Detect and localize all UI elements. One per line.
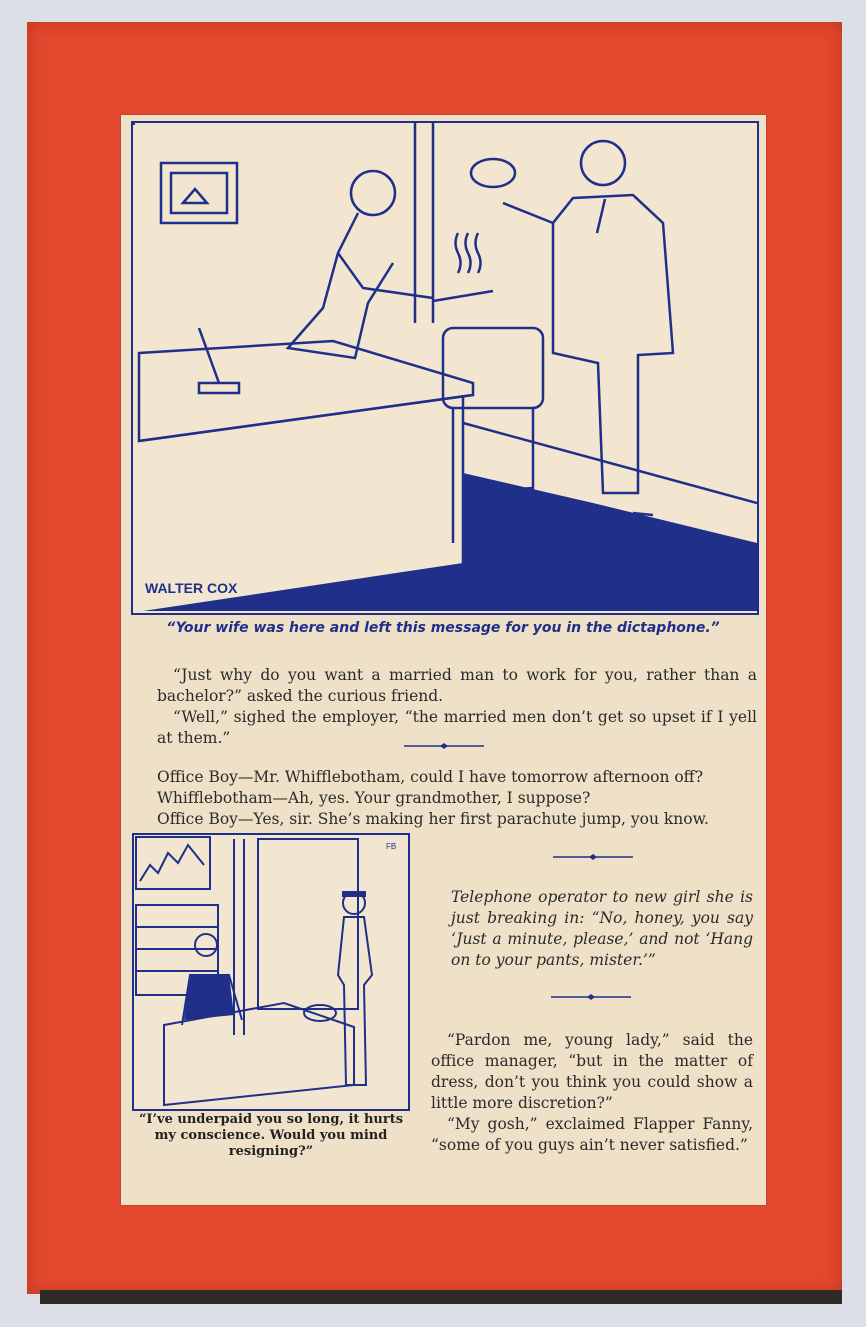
joke-paragraph: “My gosh,” exclaimed Flapper Fanny, “some of you guys ain’t never satisfied.” — [431, 1115, 753, 1154]
office-dictaphone-illustration — [133, 123, 757, 613]
joke-paragraph: “Well,” sighed the employer, “the married men don’t get so upset if I yell at them.” — [157, 708, 757, 747]
bottom-cartoon-panel — [132, 833, 410, 1111]
joke-line: Whifflebotham—Ah, yes. Your grandmother, I suppose? — [157, 789, 591, 807]
ornamental-divider — [553, 853, 633, 861]
cover-edge — [40, 1290, 842, 1304]
joke-line: Office Boy—Yes, sir. She’s making her first parachute jump, you know. — [157, 810, 709, 828]
joke-paragraph: “Just why do you want a married man to work for you, rather than a bachelor?” asked the curious friend. — [157, 666, 757, 705]
top-cartoon-panel — [131, 121, 759, 615]
joke-line: Office Boy—Mr. Whifflebotham, could I have tomorrow afternoon off? — [157, 768, 704, 786]
joke-flapper-fanny — [431, 1030, 753, 1156]
pasted-page — [121, 115, 766, 1205]
joke-paragraph: “Pardon me, young lady,” said the office manager, “but in the matter of dress, don’t you think you could show a little more discretion?” — [431, 1031, 753, 1112]
top-cartoon-caption: “Your wife was here and left this message for you in the dictaphone.” — [166, 620, 720, 636]
joke-office-boy — [157, 767, 757, 830]
artist-initials: FB — [386, 842, 397, 851]
joke-telephone-operator: Telephone operator to new girl she is just breaking in: “No, honey, you say ‘Just a minute, please,’ and not ‘Hang on to your pants, mister.’” — [451, 888, 753, 969]
joke-married-man — [157, 665, 757, 749]
artist-signature: WALTER COX — [145, 580, 238, 596]
boss-and-clerk-illustration — [134, 835, 408, 1109]
ornamental-divider — [551, 993, 631, 1001]
bottom-cartoon-caption: “I’ve underpaid you so long, it hurts my conscience. Would you mind resigning?” — [138, 1112, 404, 1159]
ornamental-divider — [404, 742, 484, 750]
